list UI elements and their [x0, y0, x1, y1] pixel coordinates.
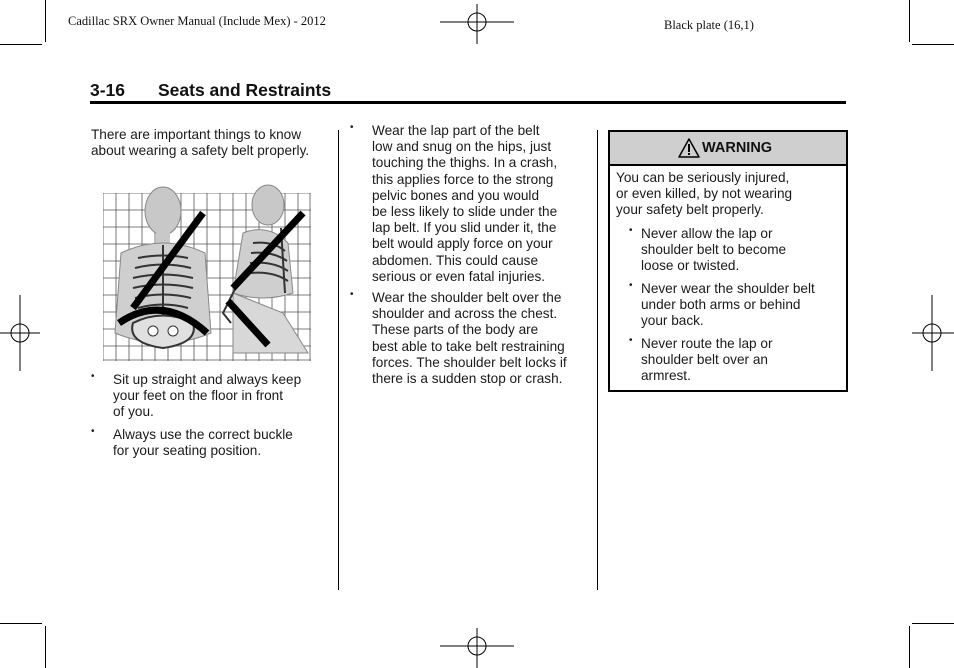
text-line: abdomen. This could cause [372, 252, 538, 268]
text-line: best able to take belt restraining [372, 338, 565, 354]
crop-mark [45, 0, 46, 42]
text-line: Never allow the lap or [641, 226, 773, 241]
bullet-icon: • [629, 335, 633, 346]
registration-mark-icon [440, 4, 514, 44]
warning-intro [616, 170, 842, 219]
text-line: or even killed, by not wearing [616, 186, 793, 202]
registration-mark-icon [0, 295, 40, 371]
text-line: Sit up straight and always keep [113, 372, 302, 387]
text-line: about wearing a safety belt properly. [91, 143, 310, 159]
text-line: your feet on the floor in front [113, 388, 284, 404]
warning-triangle-icon [678, 138, 700, 158]
crop-mark [0, 44, 42, 45]
text-line: touching the thighs. In a crash, [372, 155, 558, 171]
page-number: 3-16 [90, 80, 126, 100]
text-line: Wear the lap part of the belt [372, 123, 540, 138]
header-rule [90, 101, 846, 104]
text-line: forces. The shoulder belt locks if [372, 354, 567, 370]
text-line: there is a sudden stop or crash. [372, 371, 563, 387]
section-header [90, 80, 846, 102]
text-line: for your seating position. [113, 443, 262, 459]
bullet-icon: • [350, 289, 354, 300]
text-line: be less likely to slide under the [372, 204, 558, 220]
crop-mark [909, 626, 910, 668]
text-line: There are important things to know [91, 127, 302, 142]
text-line: shoulder belt to become [641, 242, 787, 258]
warning-box [608, 130, 848, 392]
warning-header [610, 132, 846, 166]
text-line: shoulder belt over an [641, 352, 768, 368]
intro-paragraph [91, 127, 331, 159]
crop-mark [45, 626, 46, 668]
text-line: your back. [641, 313, 704, 329]
warning-title: WARNING [702, 140, 773, 156]
text-line: under both arms or behind [641, 297, 801, 313]
column-divider [338, 130, 339, 590]
column-divider [597, 130, 598, 590]
text-line: armrest. [641, 368, 691, 384]
registration-mark-icon [440, 628, 514, 668]
bullet-icon: • [350, 122, 354, 133]
text-line: belt would apply force on your [372, 236, 553, 252]
text-line: Never wear the shoulder belt [641, 281, 815, 296]
text-line: your safety belt properly. [616, 202, 764, 218]
bullet-icon: • [629, 280, 633, 291]
text-line: Always use the correct buckle [113, 427, 293, 442]
text-line: low and snug on the hips, just [372, 139, 552, 155]
crop-mark [912, 44, 954, 45]
section-title: Seats and Restraints [158, 80, 332, 100]
crop-mark [909, 0, 910, 42]
bullet-icon: • [629, 225, 633, 236]
registration-mark-icon [912, 295, 954, 371]
text-line: Wear the shoulder belt over the [372, 290, 562, 305]
seated-skeleton-with-safety-belt-illustration [103, 183, 311, 363]
crop-mark [912, 623, 954, 624]
text-line: of you. [113, 404, 154, 420]
text-line: loose or twisted. [641, 258, 740, 274]
text-line: Never route the lap or [641, 336, 773, 351]
text-line: this applies force to the strong [372, 171, 554, 187]
crop-mark [0, 623, 42, 624]
running-header-left: Cadillac SRX Owner Manual (Include Mex) - 2012 [68, 14, 326, 28]
text-line: You can be seriously injured, [616, 170, 790, 185]
text-line: serious or even fatal injuries. [372, 268, 546, 284]
text-line: lap belt. If you slid under it, the [372, 220, 557, 236]
text-line: These parts of the body are [372, 322, 539, 338]
bullet-icon: • [91, 426, 95, 437]
bullet-icon: • [91, 371, 95, 382]
text-line: pelvic bones and you would [372, 187, 540, 203]
running-header-right: Black plate (16,1) [664, 18, 754, 32]
text-line: shoulder and across the chest. [372, 306, 558, 322]
